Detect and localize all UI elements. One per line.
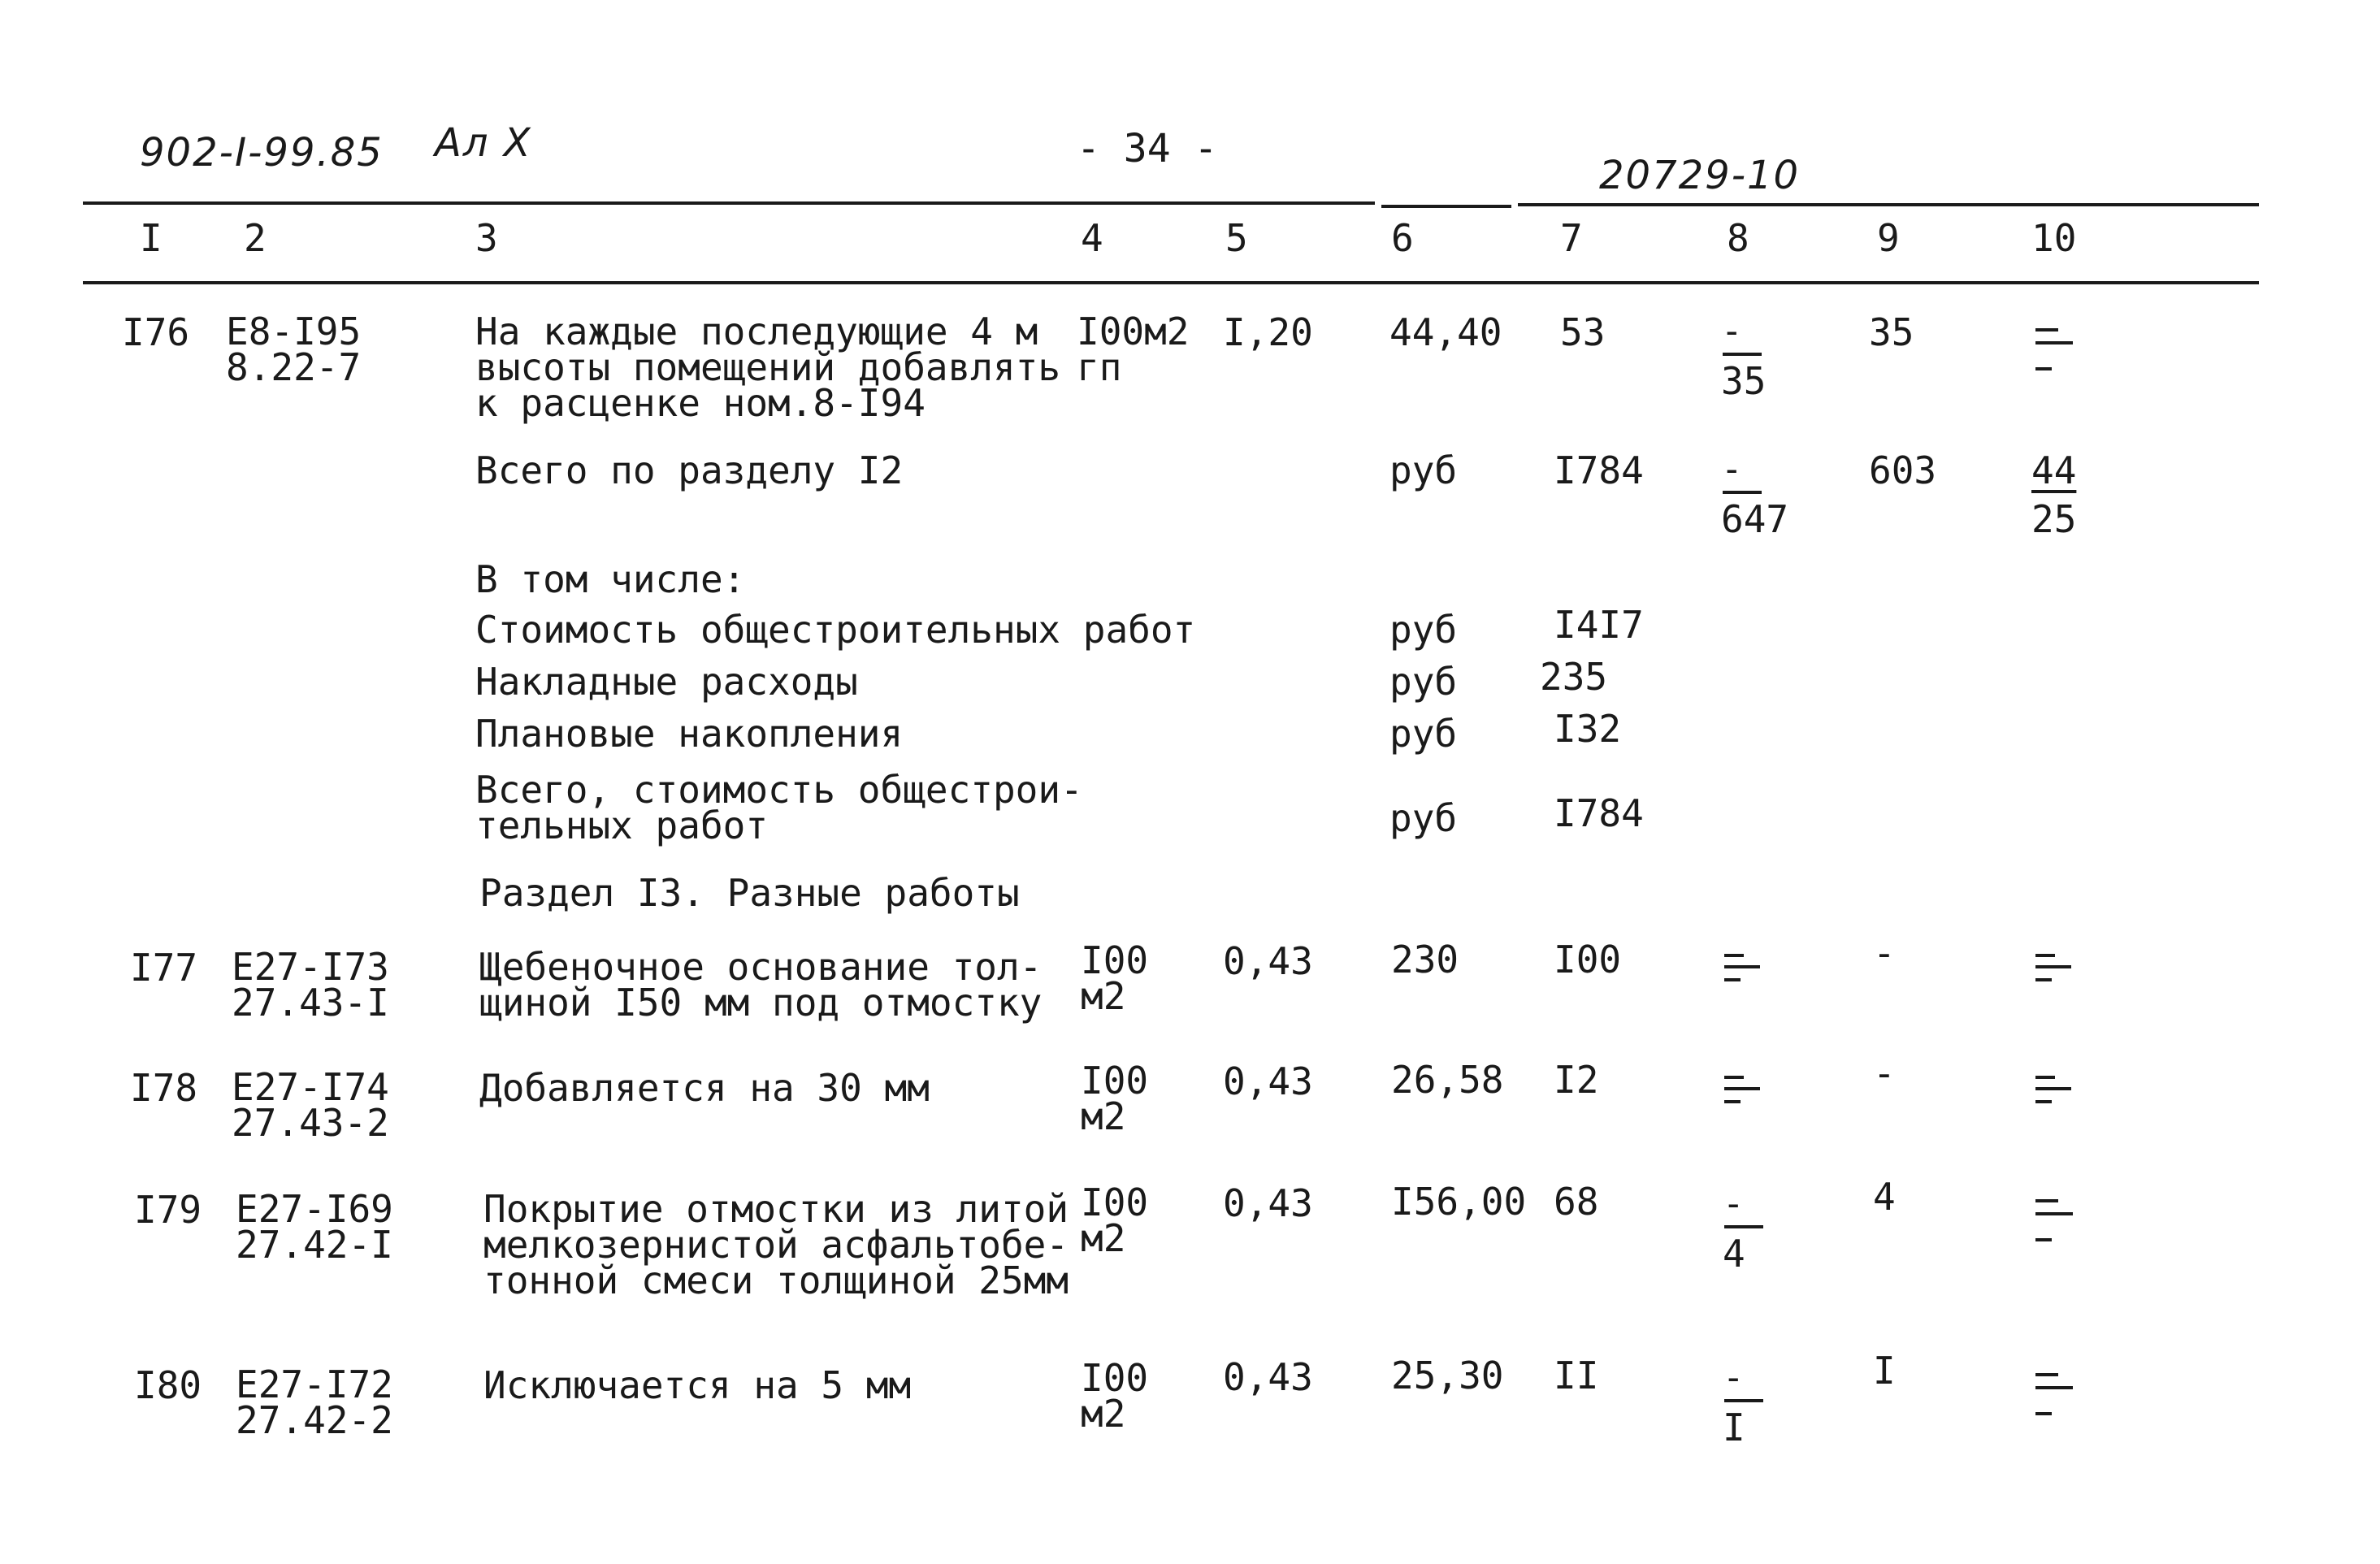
row-col8-fraction: - 4: [1723, 1188, 1788, 1272]
section-total-col9: 603: [1869, 448, 1937, 492]
row-quantity: I,20: [1223, 310, 1313, 354]
breakdown-item-value: I784: [1554, 791, 1644, 835]
row-total: I2: [1554, 1058, 1599, 1102]
row-description: На каждые последующие 4 м высоты помещений добавлять к расценке ном.8-I94: [475, 310, 1061, 425]
breakdown-item-label: Плановые накопления: [475, 712, 904, 756]
handwritten-initials: Ал Х: [435, 120, 532, 166]
row-number: I76: [122, 310, 190, 354]
row-unit: I00 м2: [1081, 1181, 1149, 1260]
section-total-col8-fraction: - 647: [1721, 448, 1789, 541]
col-header-5: 5: [1225, 216, 1248, 260]
row-code: Е27-I73 27.43-I: [232, 945, 389, 1025]
column-header-rule: [83, 281, 2259, 284]
breakdown-item-unit: руб: [1389, 712, 1458, 756]
row-unit-price: 44,40: [1389, 310, 1502, 354]
row-code: Е27-I72 27.42-2: [236, 1363, 393, 1442]
row-unit: I00 м2: [1081, 938, 1149, 1018]
row-quantity: 0,43: [1223, 939, 1313, 983]
row-unit-price: 230: [1391, 938, 1459, 981]
col-header-9: 9: [1877, 216, 1900, 260]
row-quantity: 0,43: [1223, 1059, 1313, 1103]
row-total: 53: [1560, 310, 1606, 354]
row-description: Покрытие отмостки из литой мелкозернистой асфальтобе- тонной смеси толщиной 25мм: [483, 1187, 1069, 1302]
row-col8-fraction: - 35: [1721, 310, 1767, 403]
row-col8-dash-icon: [1724, 1072, 1765, 1121]
section-title: Раздел I3. Разные работы: [479, 871, 1020, 915]
row-unit: I00 м2: [1081, 1059, 1149, 1138]
col-header-1: I: [140, 216, 163, 260]
row-description: Исключается на 5 мм: [483, 1363, 912, 1407]
row-number: I77: [130, 946, 198, 990]
row-col8-dash-icon: [1724, 951, 1765, 999]
section-total-col10-bottom: 25: [2031, 497, 2077, 541]
row-description: Щебеночное основание тол- щиной I50 мм под отмостку: [479, 945, 1043, 1025]
row-total: 68: [1554, 1180, 1599, 1224]
row-col8-fraction: - I: [1723, 1362, 1788, 1446]
row-col9: I: [1873, 1349, 1896, 1393]
document-code: 902-I-99.85: [140, 130, 384, 175]
row-total: II: [1554, 1354, 1599, 1397]
row-unit-price: 25,30: [1391, 1354, 1504, 1397]
row-unit-price: 26,58: [1391, 1058, 1504, 1102]
row-number: I79: [134, 1188, 202, 1232]
row-col9: -: [1873, 931, 1896, 975]
row-col9: -: [1873, 1051, 1896, 1095]
row-description: Добавляется на 30 мм: [479, 1066, 930, 1110]
section-total-unit: руб: [1389, 448, 1458, 492]
col-header-7: 7: [1560, 216, 1583, 260]
breakdown-item-value: I32: [1554, 707, 1622, 751]
breakdown-item-unit: руб: [1389, 608, 1458, 652]
row-number: I78: [130, 1066, 198, 1110]
row-col10-dash-icon: [2035, 1368, 2076, 1417]
reference-number: 20729-10: [1599, 153, 1801, 198]
breakdown-item-label: Накладные расходы: [475, 660, 858, 704]
col-header-8: 8: [1727, 216, 1749, 260]
breakdown-item-unit: руб: [1389, 660, 1458, 704]
col-header-3: 3: [475, 216, 498, 260]
row-code: Е27-I69 27.42-I: [236, 1187, 393, 1267]
row-col10-dash-icon: [2035, 951, 2076, 999]
breakdown-item-label: Всего, стоимость общестрои- тельных работ: [475, 768, 1083, 847]
section-total-label: Всего по разделу I2: [475, 448, 904, 492]
breakdown-item-value: I4I7: [1554, 603, 1644, 647]
row-col10-dash-icon: [2035, 1194, 2076, 1243]
header-rule-left: [83, 201, 1375, 205]
row-col9: 35: [1869, 310, 1914, 354]
page-number: - 34 -: [1077, 126, 1218, 171]
row-col9: 4: [1873, 1175, 1896, 1219]
row-number: I80: [134, 1363, 202, 1407]
header-rule-right: [1518, 203, 2259, 206]
breakdown-item-value: 235: [1540, 655, 1608, 699]
section-total-col10-top: 44: [2031, 448, 2077, 492]
header-rule-mid: [1381, 205, 1511, 208]
col-header-10: 10: [2031, 216, 2077, 260]
row-total: I00: [1554, 938, 1622, 981]
row-unit-price: I56,00: [1391, 1180, 1527, 1224]
breakdown-item-unit: руб: [1389, 796, 1458, 840]
row-code: Е8-I95 8.22-7: [226, 310, 362, 389]
col-header-4: 4: [1081, 216, 1103, 260]
breakdown-heading: В том числе:: [475, 557, 746, 601]
section-total-value: I784: [1554, 448, 1644, 492]
row-unit: I00 м2: [1081, 1356, 1149, 1436]
row-col10-dash-icon: [2035, 1072, 2076, 1121]
col-header-2: 2: [244, 216, 267, 260]
col-header-6: 6: [1391, 216, 1414, 260]
row-quantity: 0,43: [1223, 1355, 1313, 1399]
breakdown-item-label: Стоимость общестроительных работ: [475, 608, 1196, 652]
row-code: Е27-I74 27.43-2: [232, 1065, 389, 1145]
row-unit: I00м2 гп: [1077, 310, 1190, 389]
row-col10-dash-icon: [2035, 323, 2076, 372]
row-quantity: 0,43: [1223, 1181, 1313, 1225]
